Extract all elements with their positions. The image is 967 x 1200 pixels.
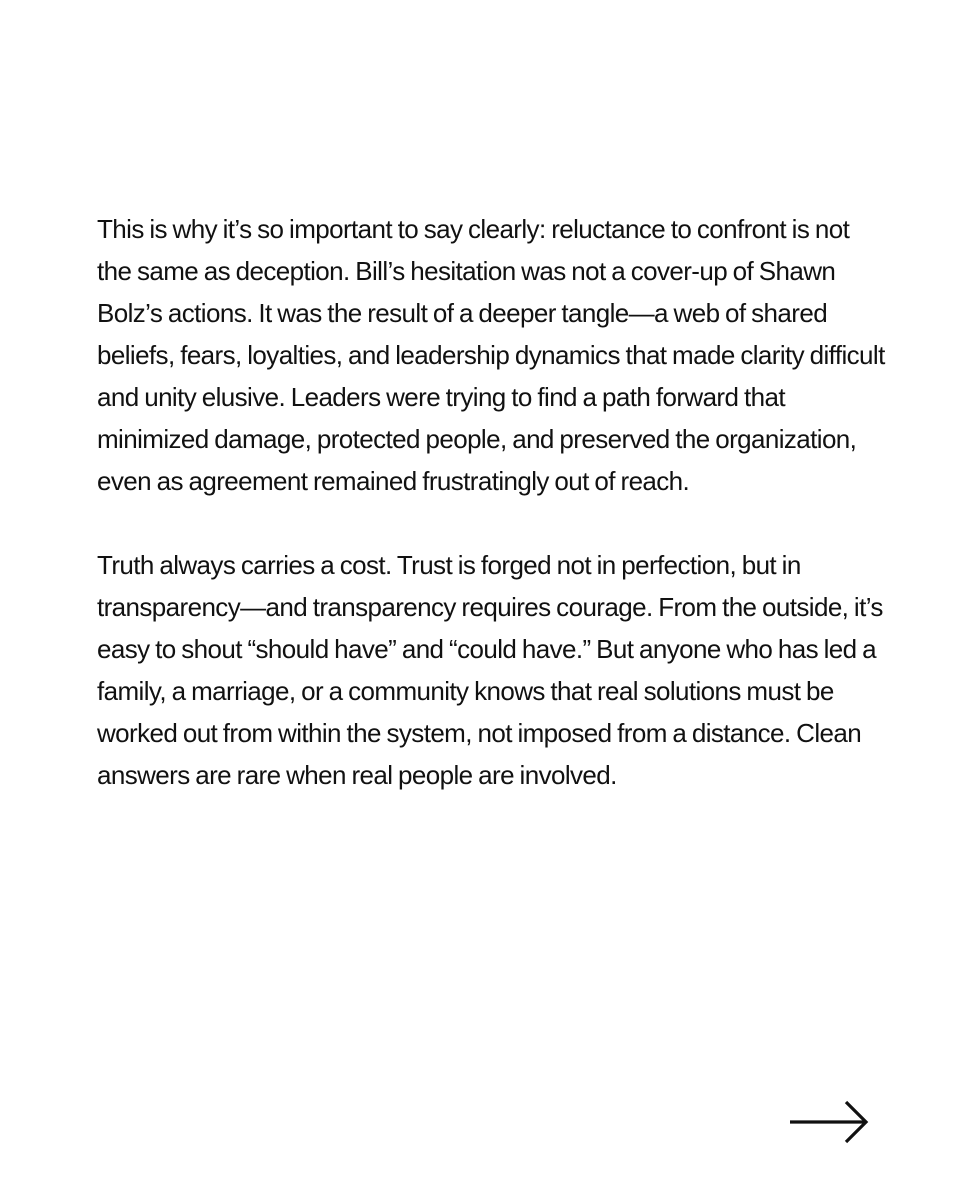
paragraph-1: This is why it’s so important to say clearly: reluctance to confront is not the same as deception. Bill’s hesitation was not a cover-up of Shawn Bolz’s actions. It was the result of a deeper tangle—a web of shared beliefs, fears, loyalties, and leadership dynamics that made clarity difficult and unity elusive. Leaders were trying to find a path forward that minimized damage, protected people, and preserved the organization, even as agreement remained frustratingly out of reach. bbox=[97, 214, 885, 496]
arrow-right-icon bbox=[788, 1098, 870, 1146]
paragraph-2: Truth always carries a cost. Trust is forged not in perfection, but in transparency—and transparency requires courage. From the outside, it’s easy to shout “should have” and “could have.” But anyone who has led a family, a marriage, or a community knows that real solutions must be worked out from within the system, not imposed from a distance. Clean answers are rare when real people are involved. bbox=[97, 550, 883, 790]
next-slide-button[interactable] bbox=[788, 1098, 870, 1146]
post-body bbox=[97, 208, 887, 796]
